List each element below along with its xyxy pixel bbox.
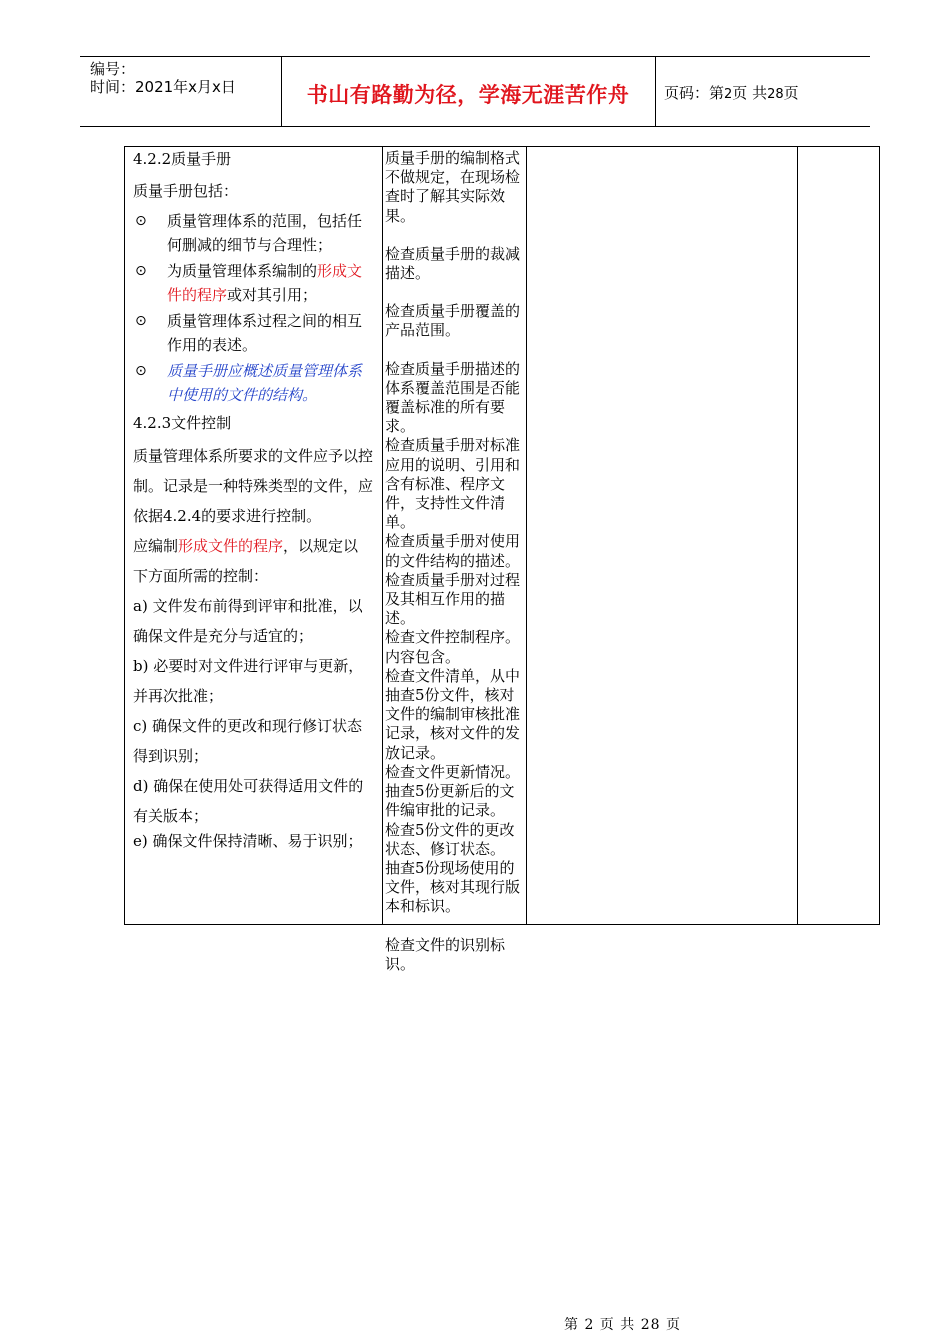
paragraph-post: ，以规定以下方面所需的控制： — [133, 537, 359, 585]
header-slogan: 书山有路勤为径，学海无涯苦作舟 — [306, 83, 630, 107]
audit-note: 检查文件更新情况。 — [385, 762, 521, 781]
page-mid: 页 共 — [732, 84, 768, 102]
table-col-divider-1 — [382, 147, 383, 924]
section-paragraph: 质量管理体系所要求的文件应予以控制。记录是一种特殊类型的文件，应依据4.2.4的要求进行控制。 — [133, 447, 374, 525]
bullet-text: 质量管理体系的范围，包括任何删减的细节与合理性； — [167, 212, 363, 254]
bullet-marker-icon: ⊙ — [135, 363, 147, 379]
bullet-text: 质量管理体系过程之间的相互作用的表述。 — [167, 312, 363, 354]
section-lead-422: 质量手册包括： — [133, 182, 239, 200]
audit-note: 抽查5份更新后的文件编审批的记录。 — [385, 782, 515, 820]
page-header — [80, 56, 870, 127]
audit-note: 检查文件清单，从中抽查5份文件，核对文件的编制审核批准记录，核对文件的发放记录。 — [385, 666, 521, 762]
bullet-marker-icon: ⊙ — [135, 263, 147, 279]
bullet-marker-icon: ⊙ — [135, 313, 147, 329]
audit-note: 检查质量手册对过程及其相互作用的描述。 — [385, 570, 521, 628]
bullet-text-pre: 为质量管理体系编制的 — [167, 262, 318, 280]
audit-note: 抽查5份现场使用的文件，核对其现行版本和标识。 — [385, 858, 521, 916]
audit-note: 质量手册的编制格式不做规定，在现场检查时了解其实际效果。 — [385, 149, 521, 225]
audit-note: 检查质量手册描述的体系覆盖范围是否能覆盖标准的所有要求。 — [385, 359, 521, 436]
number-label: 编号： — [90, 60, 136, 78]
list-item-d: d) 确保在使用处可获得适用文件的有关版本； — [133, 777, 364, 825]
header-page-number — [664, 82, 799, 103]
header-divider-2 — [655, 57, 656, 126]
table-col-divider-3 — [797, 147, 798, 924]
bullet-item — [133, 209, 373, 257]
requirements-column — [133, 147, 373, 852]
content-table — [124, 146, 880, 973]
bullet-marker-icon: ⊙ — [135, 213, 147, 229]
list-item-c: c) 确保文件的更改和现行修订状态得到识别； — [133, 717, 363, 765]
date-label: 时间：2021年x月x日 — [90, 78, 236, 96]
bullet-text-highlight: 形成文件的程序 — [167, 262, 363, 304]
audit-note: 检查质量手册对标准应用的说明、引用和含有标准、程序文件，支持性文件清单。 — [385, 436, 521, 532]
list-item-e: e) 确保文件保持清晰、易于识别； — [133, 832, 363, 850]
page-total: 28 — [767, 87, 784, 102]
section-heading-423: 4.2.3文件控制 — [133, 414, 232, 432]
audit-note: 检查质量手册覆盖的产品范围。 — [385, 302, 521, 340]
page-footer: 第 2 页 共 28 页 — [564, 1317, 681, 1333]
bullet-item — [133, 259, 373, 307]
audit-note: 检查文件的识别标识。 — [385, 935, 506, 973]
section-paragraph — [133, 531, 373, 591]
page-suffix: 页 — [783, 84, 799, 102]
bullet-item — [133, 309, 373, 357]
page-prefix: 页码：第 — [664, 84, 725, 102]
audit-note: 检查5份文件的更改状态、修订状态。 — [385, 820, 515, 858]
paragraph-highlight: 形成文件的程序 — [178, 537, 284, 555]
bullet-item — [133, 359, 373, 407]
table-col-divider-2 — [526, 147, 527, 924]
section-heading-422: 4.2.2质量手册 — [133, 150, 232, 168]
audit-note: 检查文件控制程序。内容包含。 — [385, 628, 521, 666]
list-item-a: a) 文件发布前得到评审和批准，以确保文件是充分与适宜的； — [133, 597, 363, 645]
audit-note: 检查质量手册对使用的文件结构的描述。 — [385, 532, 521, 570]
bullet-text-post: 或对其引用； — [227, 286, 318, 304]
paragraph-pre: 应编制 — [133, 537, 179, 555]
bullet-text-italic: 质量手册应概述质量管理体系中使用的文件的结构。 — [167, 362, 363, 404]
list-item-b: b) 必要时对文件进行评审与更新，并再次批准； — [133, 657, 364, 705]
header-meta — [90, 60, 236, 96]
page-current: 2 — [724, 87, 733, 102]
audit-note: 检查质量手册的裁减描述。 — [385, 244, 521, 283]
audit-method-column — [385, 149, 523, 974]
